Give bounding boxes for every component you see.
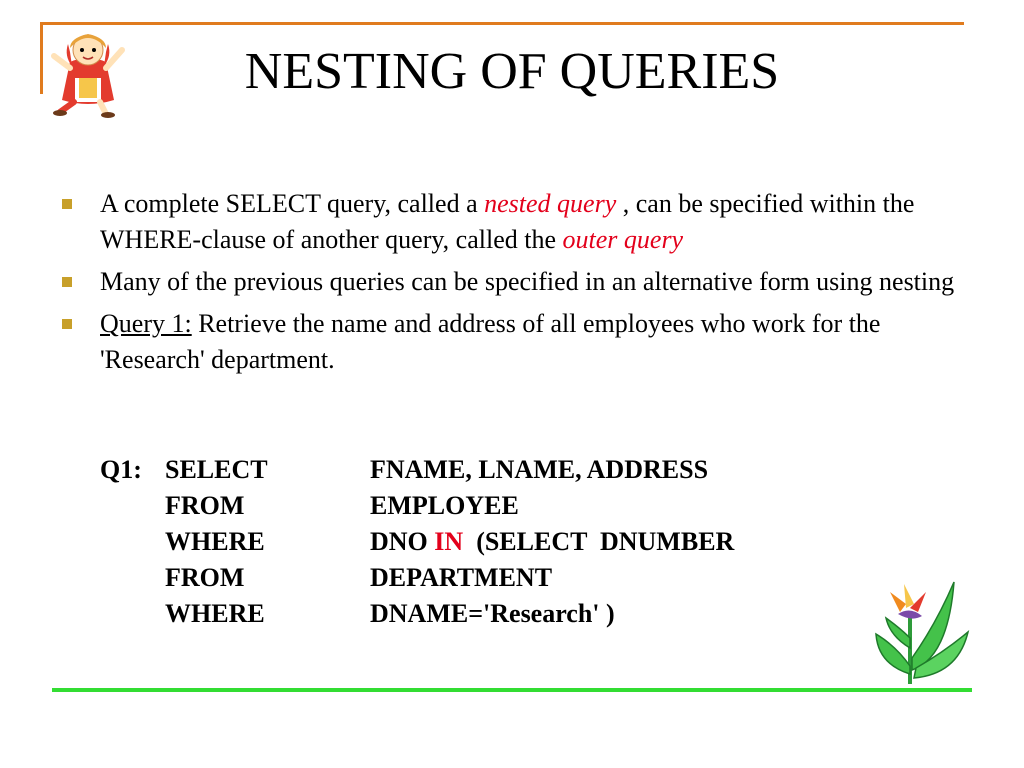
bullet-item-1	[58, 186, 978, 258]
sql-clause	[370, 524, 734, 560]
sql-clause: DEPARTMENT	[370, 563, 553, 592]
bullet-text: Retrieve the name and address of all employees who work for the 'Research' department.	[100, 309, 881, 374]
sql-keyword: FROM	[165, 563, 245, 592]
sql-clause: DNAME='Research' )	[370, 599, 615, 628]
outer-query-term: outer query	[562, 225, 684, 254]
sql-keyword: SELECT	[165, 455, 268, 484]
sql-clause: EMPLOYEE	[370, 491, 519, 520]
bottom-divider	[52, 688, 972, 692]
sql-clause: FNAME, LNAME, ADDRESS	[370, 455, 709, 484]
bullet-text: A complete SELECT query, called a	[100, 189, 485, 218]
frame-top-line	[40, 22, 964, 25]
sql-keyword: WHERE	[165, 527, 265, 556]
square-bullet-icon	[62, 277, 72, 287]
bullet-item-3	[58, 306, 978, 378]
sql-keyword: WHERE	[165, 599, 265, 628]
bullet-text: , can be specified within the WHERE-clause of another query, called the	[100, 189, 915, 254]
flower-clipart-icon	[870, 578, 970, 686]
in-keyword: IN	[434, 527, 464, 556]
sql-clause-part: DNO	[370, 527, 435, 556]
square-bullet-icon	[62, 199, 72, 209]
bullet-item-2	[58, 264, 978, 300]
query-id: Q1:	[100, 455, 142, 484]
square-bullet-icon	[62, 319, 72, 329]
query-label: Query 1:	[100, 309, 192, 338]
slide-title: NESTING OF QUERIES	[244, 43, 780, 100]
bullet-text: Many of the previous queries can be specified in an alternative form using nesting	[100, 267, 955, 296]
nested-query-term: nested query	[484, 189, 617, 218]
sql-clause-part: (SELECT DNUMBER	[463, 527, 735, 556]
sql-keyword: FROM	[165, 491, 245, 520]
bullet-list	[58, 186, 978, 384]
